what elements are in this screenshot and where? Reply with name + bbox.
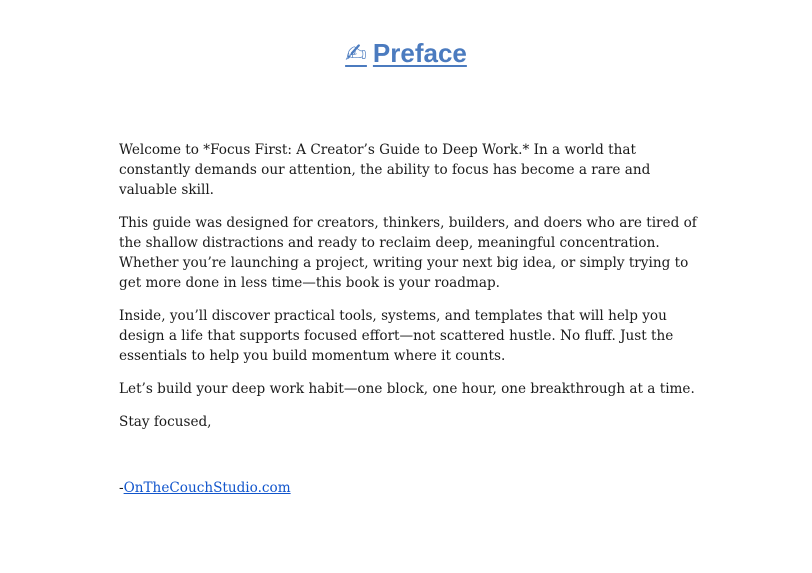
signature (119, 478, 699, 498)
page-title (0, 36, 812, 70)
paragraph-audience: This guide was designed for creators, thinkers, builders, and doers who are tired of the shallow distractions and ready to reclaim deep, meaningful concentration. Whether you’re launching a project, writing your next big idea, or simply trying to get more done in less time—this book is your roadmap. (119, 215, 697, 291)
signature-prefix: - (119, 480, 124, 496)
preface-body (119, 140, 699, 511)
signoff: Stay focused, (119, 414, 212, 430)
website-link[interactable]: OnTheCouchStudio.com (123, 480, 291, 496)
paragraph-welcome: Welcome to *Focus First: A Creator’s Guide to Deep Work.* In a world that constantly demands our attention, the ability to focus has become a rare and valuable skill. (119, 142, 651, 198)
paragraph-inside: Inside, you’ll discover practical tools, systems, and templates that will help you design a life that supports focused effort—not scattered hustle. No fluff. Just the essentials to help you build momentum where it counts. (119, 308, 674, 364)
title-text: Preface (372, 38, 467, 68)
preface-heading-link[interactable] (345, 38, 467, 68)
paragraph-closing: Let’s build your deep work habit—one block, one hour, one breakthrough at a time. (119, 381, 695, 397)
writing-hand-icon: ✍ (345, 38, 367, 68)
